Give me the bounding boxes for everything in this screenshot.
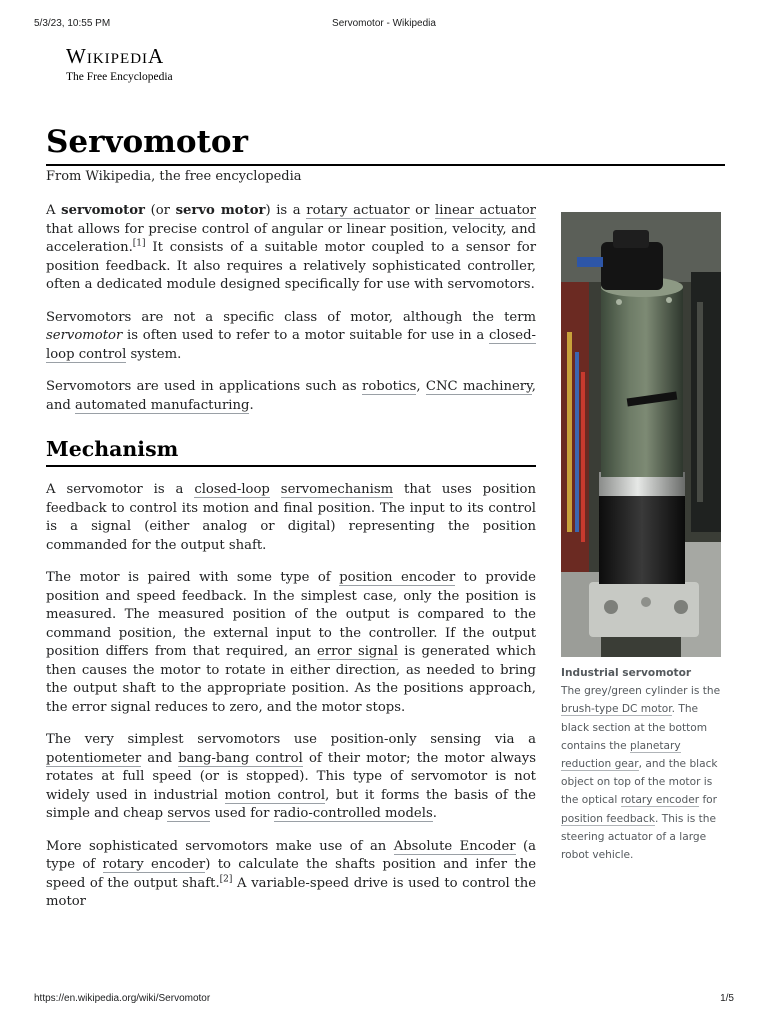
text: ) is a	[265, 203, 307, 218]
text: is generated which then causes the motor to rotate in either direction, as needed to bring the output shaft to the appropriate position. As the positions approach, the error signal reduces to zero, and the motor stops.	[46, 644, 536, 715]
link-servos[interactable]: servos	[167, 806, 211, 821]
caption-title: Industrial servomotor	[561, 667, 692, 679]
bold-term: servomotor	[61, 203, 145, 218]
link-linear-actuator[interactable]: linear actuator	[435, 203, 536, 218]
text: , and the black object on top of the motor is the optical	[561, 758, 718, 807]
print-header	[34, 18, 734, 32]
link-bang-bang-control[interactable]: bang-bang control	[178, 750, 303, 766]
text: that allows for precise control of angular or linear position, velocity, and acceleration.	[46, 221, 536, 255]
citation-1[interactable]: [1]	[132, 238, 146, 249]
link-rotary-actuator[interactable]: rotary actuator	[306, 203, 410, 218]
link-radio-controlled-models[interactable]: radio-controlled models	[273, 806, 433, 821]
link-closed-loop-control[interactable]: closed-loop control	[46, 328, 536, 362]
text: that uses position feedback to control its motion and final position. The input to its control is a signal (either analog or digital) representing the position commanded for the output shaft.	[46, 482, 536, 553]
link-cnc-machinery[interactable]: CNC machinery	[425, 379, 532, 394]
infobox-figure	[561, 212, 721, 864]
link-absolute-encoder[interactable]: Absolute Encoder	[393, 838, 516, 854]
link-position-feedback[interactable]: position feedback	[561, 812, 655, 825]
page-title: Servomotor	[46, 124, 248, 160]
print-page-number: 1/5	[720, 993, 734, 1004]
text: Servomotors are used in applications such as	[46, 379, 363, 394]
text: to provide position and speed feedback. In the simplest case, only the position is measured. The measured position of the output is compared to the command position, the external input to the controller. If the output position differs from that required, an	[46, 570, 536, 659]
link-rotary-encoder[interactable]: rotary encoder	[102, 857, 206, 872]
link-brush-type-dc-motor[interactable]: brush-type DC motor	[561, 703, 672, 716]
text: A servomotor is a	[46, 482, 195, 497]
italic-term: servomotor	[46, 328, 123, 343]
text: system.	[126, 346, 182, 362]
logo-wordmark	[66, 44, 173, 71]
link-automated-manufacturing[interactable]: automated manufacturing	[75, 397, 250, 413]
article-body	[46, 202, 536, 926]
text: A	[46, 203, 62, 218]
intro-paragraph-2	[46, 309, 536, 365]
text: and	[141, 750, 179, 766]
text: (a type of	[46, 838, 536, 872]
text: of their motor; the motor always rotates at full speed (or is stopped). This type of servomotor is not widely used in industrial	[46, 750, 536, 803]
wikipedia-logo[interactable]	[66, 44, 173, 84]
text: .	[249, 397, 254, 413]
mechanism-paragraph-1	[46, 481, 536, 555]
text: .	[432, 806, 437, 821]
text: ,	[416, 379, 426, 394]
link-rotary-encoder-caption[interactable]: rotary encoder	[620, 794, 700, 807]
citation-2[interactable]: [2]	[219, 874, 233, 885]
logo-wordmark-text: WIKIPEDIA	[66, 44, 165, 68]
print-page-title: Servomotor - Wikipedia	[332, 18, 436, 29]
figure-caption	[561, 664, 721, 864]
text: or	[409, 203, 436, 218]
text: used for	[210, 806, 274, 821]
text: The motor is paired with some type of	[46, 570, 340, 585]
text: . The black section at the bottom contains the	[561, 703, 708, 752]
text: More sophisticated servomotors make use of an	[46, 838, 394, 854]
text: The very simplest servomotors use position-only sensing via a	[46, 732, 536, 747]
page-subtitle: From Wikipedia, the free encyclopedia	[46, 169, 302, 184]
link-planetary-reduction-gear[interactable]: planetary reduction gear	[561, 739, 681, 771]
text: , and	[46, 379, 536, 413]
bold-term: servo motor	[175, 203, 266, 218]
title-divider	[46, 164, 725, 166]
text: , but it forms the basis of the simple and cheap	[46, 787, 536, 821]
text	[270, 482, 281, 497]
link-motion-control[interactable]: motion control	[224, 787, 326, 803]
text: A variable-speed drive is used to control the motor	[46, 875, 536, 909]
text: is often used to refer to a motor suitable for use in a	[122, 328, 489, 343]
text: (or	[144, 203, 176, 218]
section-heading-mechanism: Mechanism	[46, 435, 536, 467]
link-servomechanism[interactable]: servomechanism	[280, 482, 394, 497]
print-date: 5/3/23, 10:55 PM	[34, 18, 111, 29]
text: It consists of a suitable motor coupled to a sensor for position feedback. It also requires a relatively sophisticated controller, often a dedicated module designed specifically for use with servomotors.	[46, 240, 536, 292]
text: . This is the steering actuator of a large robot vehicle.	[561, 812, 716, 862]
link-potentiometer[interactable]: potentiometer	[46, 750, 142, 766]
logo-tagline: The Free Encyclopedia	[66, 71, 173, 83]
mechanism-paragraph-4	[46, 838, 536, 912]
link-position-encoder[interactable]: position encoder	[339, 570, 456, 585]
intro-paragraph-3	[46, 378, 536, 415]
print-url: https://en.wikipedia.org/wiki/Servomotor	[34, 993, 211, 1004]
mechanism-paragraph-2	[46, 569, 536, 717]
text: for	[699, 794, 718, 807]
link-robotics[interactable]: robotics	[362, 379, 417, 394]
link-closed-loop[interactable]: closed-loop	[194, 482, 270, 497]
text: ) to calculate the shafts position and infer the speed of the output shaft.	[46, 857, 536, 891]
intro-paragraph-1	[46, 202, 536, 295]
mechanism-paragraph-3	[46, 731, 536, 824]
servomotor-photo-illustration	[561, 212, 721, 657]
text: The grey/green cylinder is the	[561, 685, 721, 698]
servomotor-photo[interactable]	[561, 212, 721, 657]
text: Servomotors are not a specific class of motor, although the term	[46, 309, 536, 325]
link-error-signal[interactable]: error signal	[316, 644, 398, 659]
